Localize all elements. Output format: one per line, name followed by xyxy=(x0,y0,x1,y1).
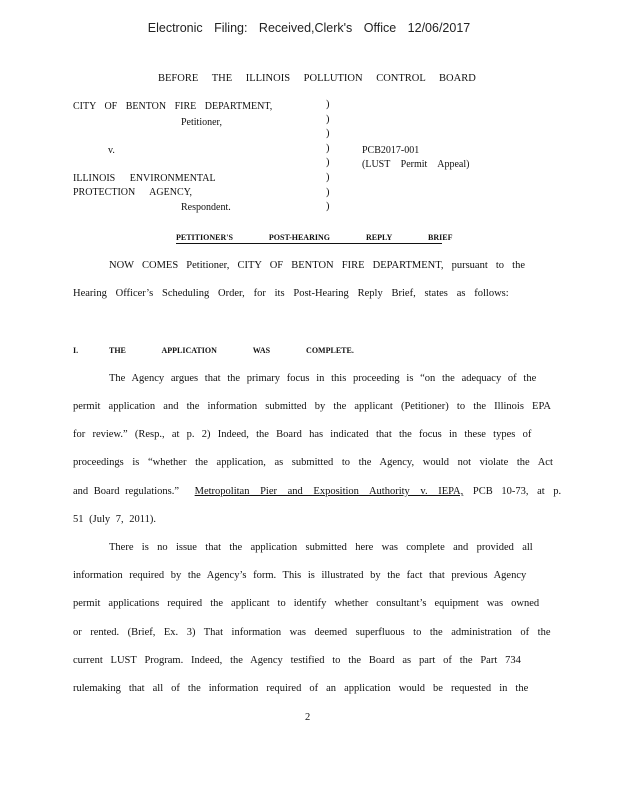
para2-line-6: rulemaking that all of the information required of an application would be requested in the xyxy=(73,683,529,694)
respondent-line-2: PROTECTION AGENCY, xyxy=(73,187,193,198)
para1-line-1: The Agency argues that the primary focus in this proceeding is “on the adequacy of the xyxy=(109,373,537,384)
para1-line-5-end: PCB 10-73, at p. xyxy=(472,486,562,497)
petitioner-name: CITY OF BENTON FIRE DEPARTMENT, xyxy=(73,101,273,112)
para1-line-4: proceedings is “whether the application, as submitted to the Agency, would not violate the Act xyxy=(73,457,553,468)
respondent-line-1: ILLINOIS ENVIRONMENTAL xyxy=(73,173,216,184)
petitioner-role: Petitioner, xyxy=(181,117,222,128)
para1-line-5 xyxy=(73,486,561,497)
case-type: (LUST Permit Appeal) xyxy=(362,159,470,170)
para1-line-2: permit application and the information submitted by the applicant (Petitioner) to the Illinois EPA xyxy=(73,401,551,412)
para2-line-2: information required by the Agency’s form. This is illustrated by the fact that previous Agency xyxy=(73,570,527,581)
para1-line-5-start: and Board regulations.” xyxy=(73,486,180,497)
para2-line-5: current LUST Program. Indeed, the Agency testified to the Board as part of the Part 734 xyxy=(73,655,521,666)
caption-brackets: ) ) ) ) ) ) ) ) xyxy=(326,99,330,213)
intro-line-2: Hearing Officer’s Scheduling Order, for its Post-Hearing Reply Brief, states as follows: xyxy=(73,288,509,299)
para2-line-3: permit applications required the applicant to identify whether consultant’s equipment was owned xyxy=(73,598,540,609)
para1-line-6: 51 (July 7, 2011). xyxy=(73,514,156,525)
intro-line-1: NOW COMES Petitioner, CITY OF BENTON FIRE DEPARTMENT, pursuant to the xyxy=(109,260,526,271)
court-name: BEFORE THE ILLINOIS POLLUTION CONTROL BOARD xyxy=(158,73,476,84)
case-citation: Metropolitan Pier and Exposition Authority v. IEPA, xyxy=(194,486,464,497)
case-number: PCB2017-001 xyxy=(362,145,420,156)
versus: v. xyxy=(108,145,115,156)
page-number: 2 xyxy=(305,712,311,723)
brief-title: PETITIONER'S POST-HEARING REPLY BRIEF xyxy=(176,233,453,242)
para1-line-3: for review.” (Resp., at p. 2) Indeed, the Board has indicated that the focus in these types of xyxy=(73,429,532,440)
section-title: THE APPLICATION WAS COMPLETE. xyxy=(109,346,354,355)
para2-line-1: There is no issue that the application submitted here was complete and provided all xyxy=(109,542,533,553)
para2-line-4: or rented. (Brief, Ex. 3) That information was deemed superfluous to the administration of the xyxy=(73,627,551,638)
respondent-role: Respondent. xyxy=(181,202,231,213)
section-number: I. xyxy=(73,346,79,355)
filing-stamp: Electronic Filing: Received,Clerk's Office 12/06/2017 xyxy=(147,21,471,35)
